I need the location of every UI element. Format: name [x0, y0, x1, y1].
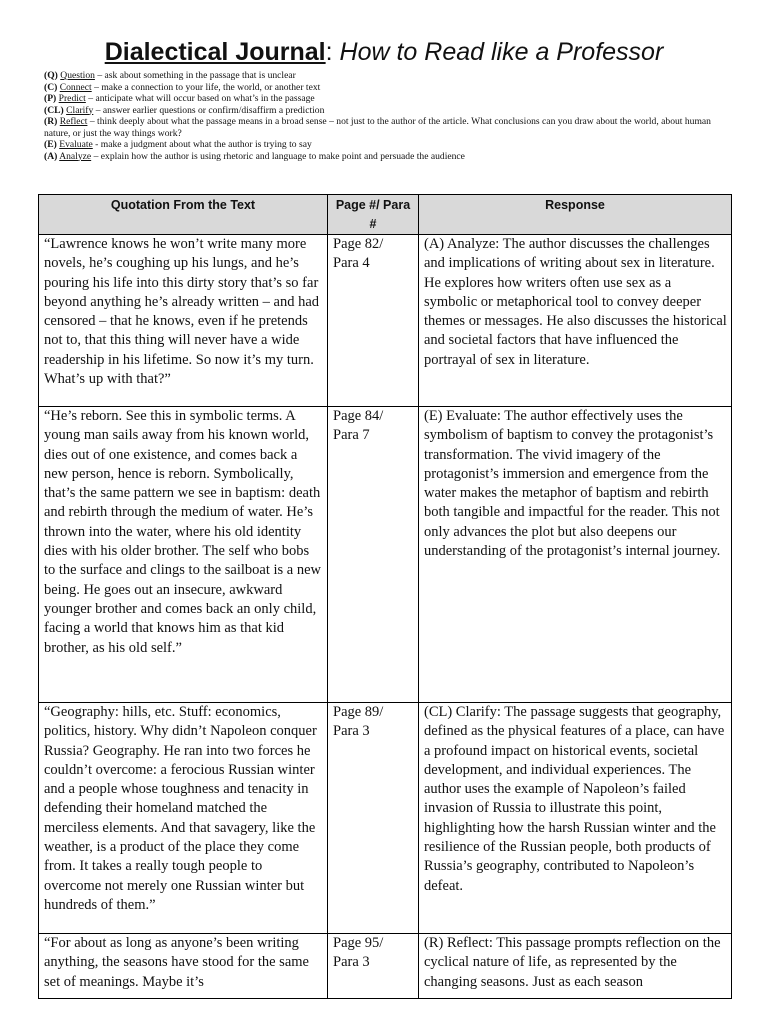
legend-code: (E): [44, 139, 57, 150]
legend-term: Evaluate: [59, 139, 93, 150]
title-separator: :: [325, 38, 333, 66]
table-row: [39, 934, 732, 999]
legend-code: (Q): [44, 70, 58, 81]
page-cell: Page 84/ Para 7: [328, 407, 419, 703]
quotation-cell: “Geography: hills, etc. Stuff: economics, politics, history. Why didn’t Napoleon conquer Russia? Geography. He ran into two forces he couldn’t overcome: a ferocious Russian winter and a people whose toughness and tenacity in defending their homeland matched the merciless elements. And that savagery, like the weather, is a product of the place they come from. It takes a really tough people to overcome not merely one Russian winter but hundreds of them.”: [39, 703, 328, 934]
legend-code: (A): [44, 150, 58, 162]
table-header-row: [39, 195, 732, 235]
legend-item: [44, 82, 734, 94]
response-cell: (CL) Clarify: The passage suggests that geography, defined as the physical features of a place, can have a profound impact on historical events, societal development, and individual experiences. The author uses the example of Napoleon’s failed invasion of Russia to illustrate this point, highlighting how the harsh Russian winter and the resilience of the Russian people, both products of Russia’s geography, contributed to Napoleon’s defeat.: [419, 703, 732, 934]
column-header-quotation: Quotation From the Text: [39, 195, 328, 235]
legend-term: Reflect: [59, 116, 88, 127]
title-main: Dialectical Journal: [104, 38, 326, 66]
legend-term: Analyze: [59, 150, 92, 162]
legend-item: [44, 151, 734, 163]
legend-term: Predict: [58, 93, 86, 104]
table-row: [39, 703, 732, 934]
legend-desc: – make a connection to your life, the world, or another text: [91, 81, 321, 93]
page-cell: Page 82/ Para 4: [328, 235, 419, 407]
title-subtitle: How to Read like a Professor: [339, 38, 664, 66]
legend-term: Connect: [59, 81, 92, 93]
legend-item: [44, 139, 734, 151]
page-title: [0, 37, 768, 67]
legend: [44, 70, 734, 162]
legend-item: [44, 70, 734, 82]
legend-term: Question: [60, 70, 95, 81]
legend-desc: – ask about something in the passage that is unclear: [94, 70, 296, 81]
legend-code: (R): [44, 116, 58, 127]
page-cell: Page 95/ Para 3: [328, 934, 419, 999]
journal-table: [38, 194, 732, 999]
legend-item: [44, 93, 734, 105]
response-cell: (E) Evaluate: The author effectively uses the symbolism of baptism to convey the protagonist’s transformation. The vivid imagery of the protagonist’s immersion and emergence from the water makes the metaphor of baptism and rebirth both tangible and impactful for the reader. This not only advances the plot but also deepens our understanding of the protagonist’s internal journey.: [419, 407, 732, 703]
quotation-cell: “For about as long as anyone’s been writing anything, the seasons have stood for the same set of meanings. Maybe it’s: [39, 934, 328, 999]
legend-item: [44, 105, 734, 117]
column-header-response: Response: [419, 195, 732, 235]
legend-term: Clarify: [66, 104, 94, 116]
legend-code: (C): [44, 81, 58, 93]
legend-code: (CL): [44, 104, 64, 116]
table-row: [39, 407, 732, 703]
column-header-page: Page #/ Para #: [328, 195, 419, 235]
table-row: [39, 235, 732, 407]
legend-desc: - make a judgment about what the author is trying to say: [92, 139, 312, 150]
page-cell: Page 89/ Para 3: [328, 703, 419, 934]
legend-desc: – anticipate what will occur based on what’s in the passage: [85, 93, 315, 104]
quotation-cell: “Lawrence knows he won’t write many more novels, he’s coughing up his lungs, and he’s pouring his life into this dirty story that’s so far beyond anything he’s already written – and had censored – that he knows, even if he pretends not to, that this thing will never have a wide readership in his lifetime. So now it’s my turn. What’s up with that?”: [39, 235, 328, 407]
legend-item: [44, 116, 734, 139]
quotation-cell: “He’s reborn. See this in symbolic terms. A young man sails away from his known world, dies out of one existence, and comes back a new person, hence is reborn. Symbolically, that’s the same pattern we see in baptism: death and rebirth through the medium of water. He’s thrown into the water, where his old identity dies with his older brother. The self who bobs to the surface and clings to the sailboat is a new being. He goes out an insecure, awkward younger brother and comes back an only child, facing a world that knows him as that kid brother, as his old self.”: [39, 407, 328, 703]
legend-desc: – explain how the author is using rhetoric and language to make point and persuade the audience: [91, 150, 465, 162]
response-cell: (A) Analyze: The author discusses the challenges and implications of writing about sex in literature. He explores how writers often use sex as a symbolic or metaphorical tool to convey deeper themes or messages. He also discusses the historical and societal factors that have influenced the portrayal of sex in literature.: [419, 235, 732, 407]
legend-code: (P): [44, 93, 57, 104]
response-cell: (R) Reflect: This passage prompts reflection on the cyclical nature of life, as represented by the changing seasons. Just as each season: [419, 934, 732, 999]
legend-desc: – answer earlier questions or confirm/disaffirm a prediction: [93, 104, 325, 116]
legend-desc: – think deeply about what the passage means in a broad sense – not just to the author of the article. What conclusions can you draw about the world, about human nature, or just the way things work?: [44, 116, 711, 139]
